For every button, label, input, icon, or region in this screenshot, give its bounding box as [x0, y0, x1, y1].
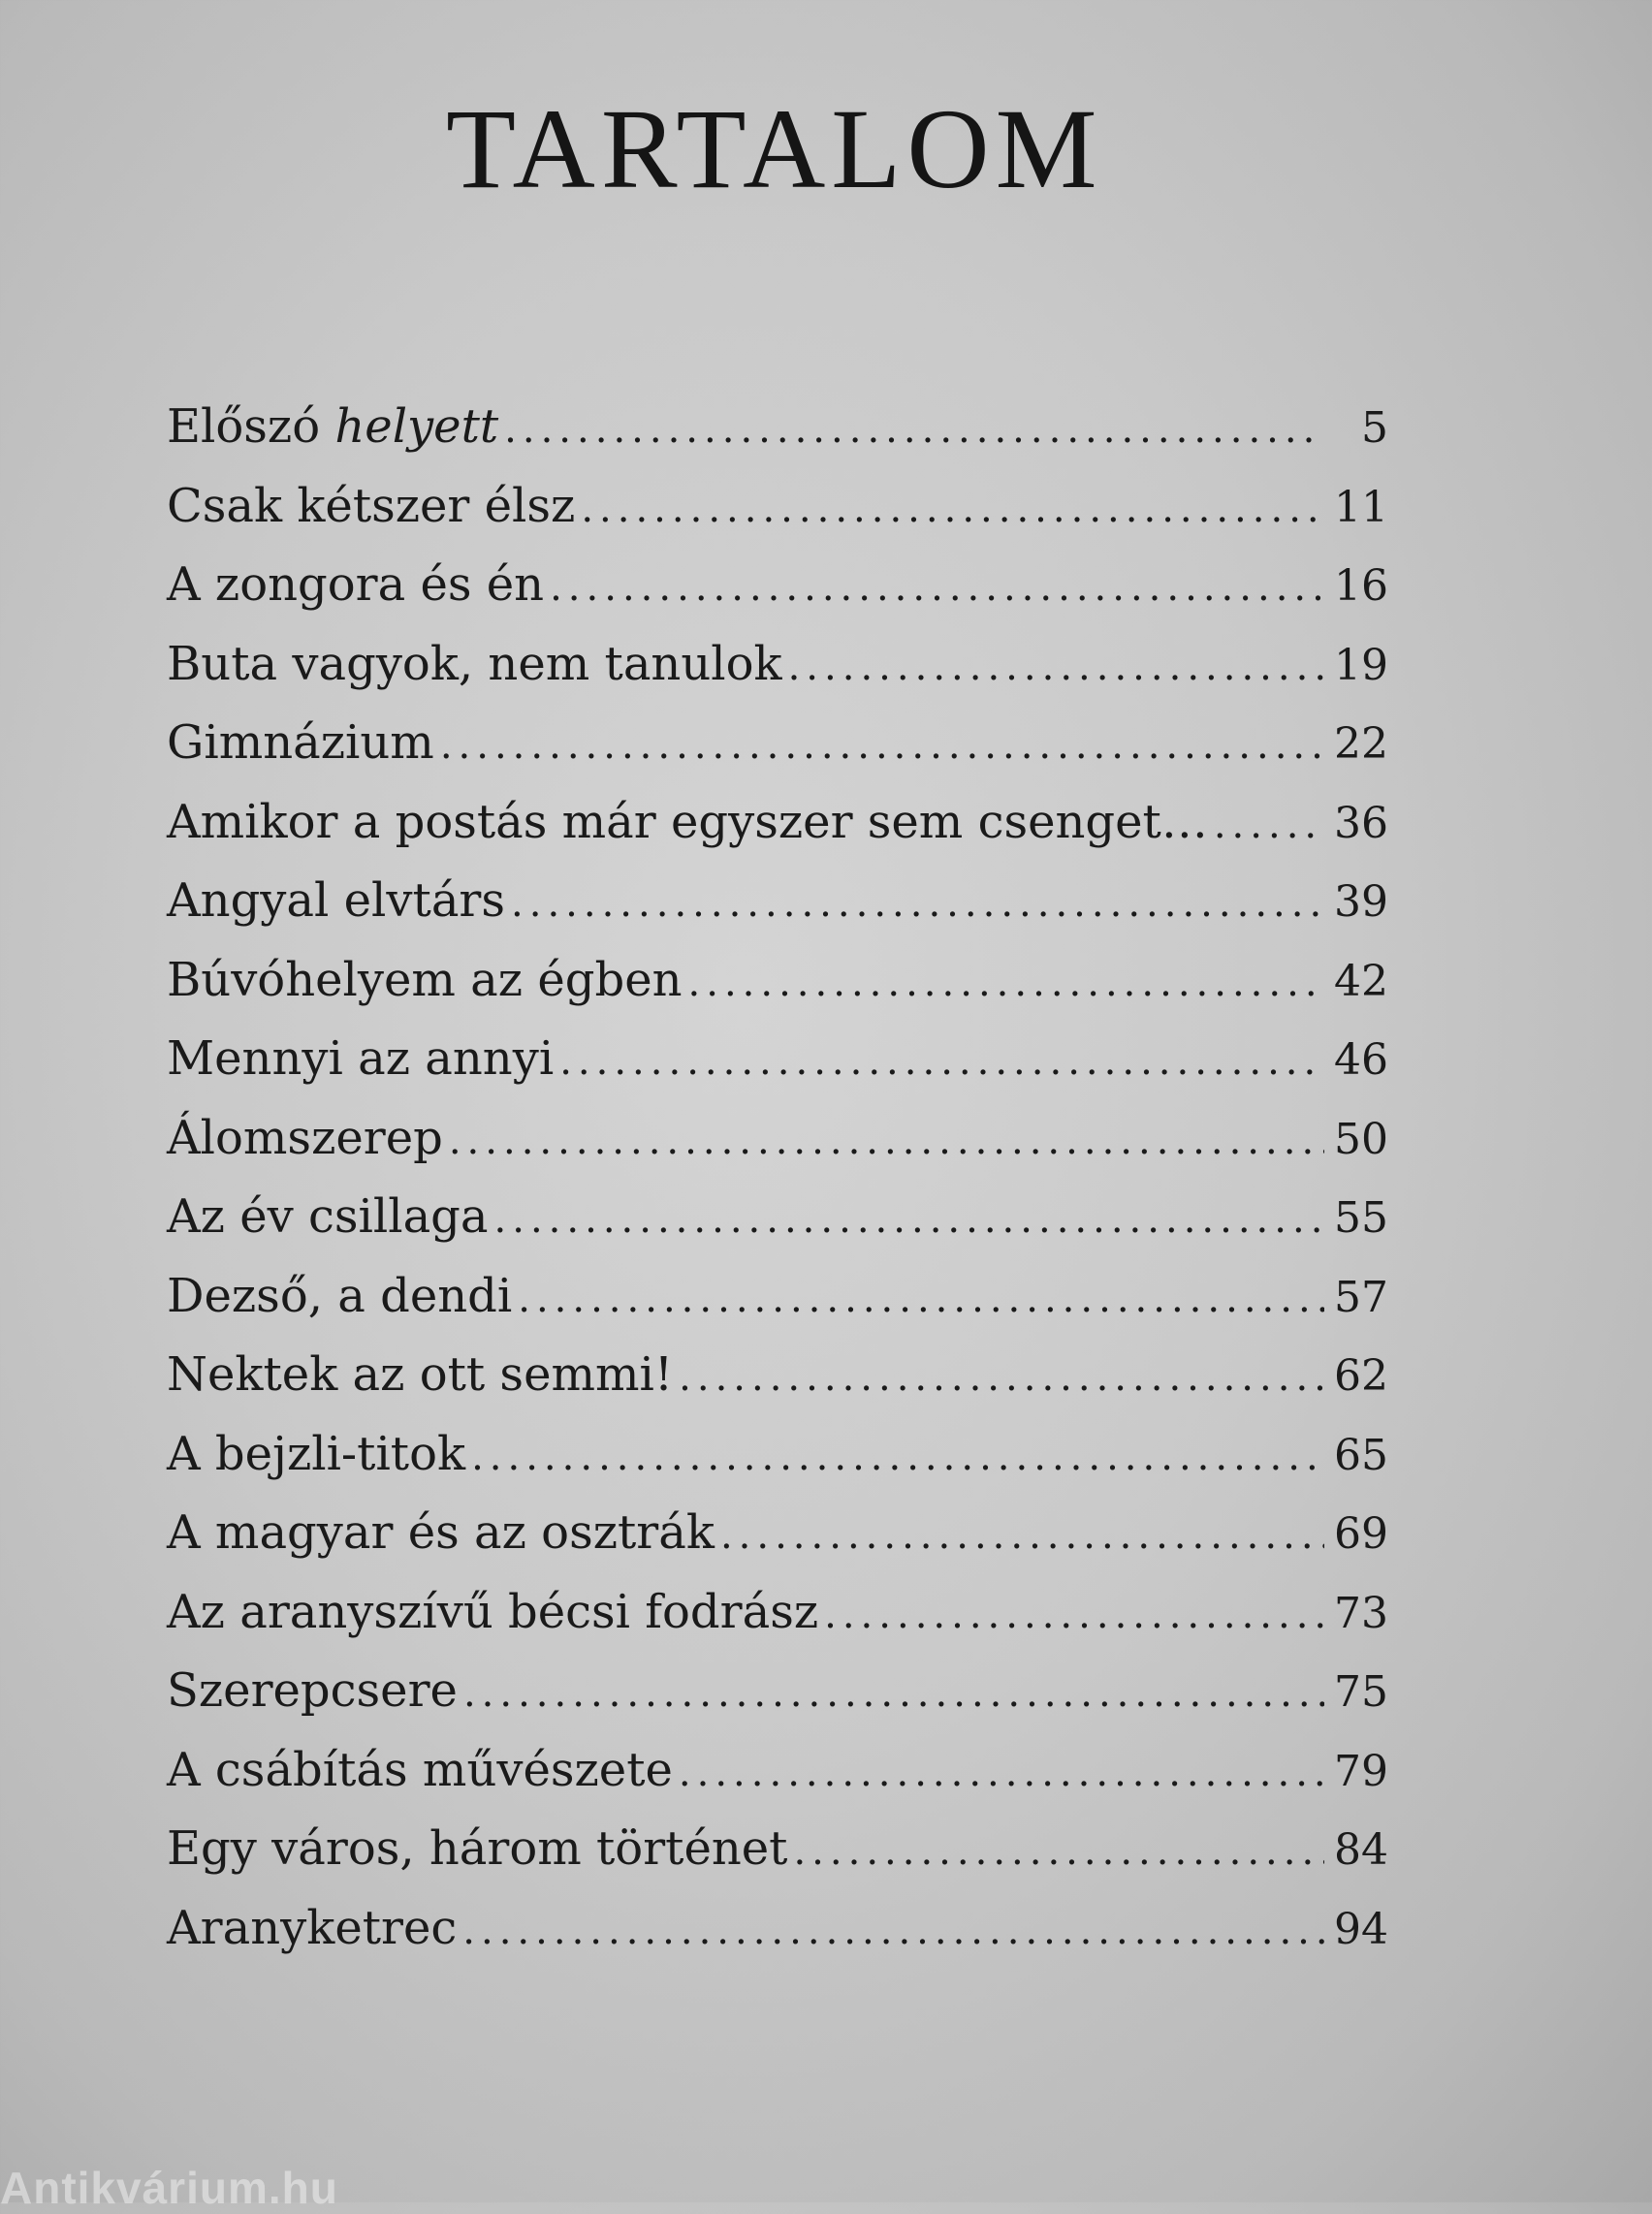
toc-page-number: 42 [1334, 956, 1388, 1006]
toc-entry-title [167, 1494, 715, 1573]
toc-page-number: 50 [1334, 1114, 1388, 1164]
toc-dot-leader [581, 470, 1324, 550]
toc-entry [167, 1020, 1388, 1099]
toc-page-number: 36 [1334, 798, 1388, 848]
toc-entry-title-text: Aranyketrec [167, 1900, 458, 1955]
toc-entry [167, 1573, 1388, 1653]
toc-entry [167, 1494, 1388, 1573]
toc-entry [167, 941, 1388, 1021]
table-of-contents [167, 388, 1388, 1968]
toc-page-number: 79 [1334, 1746, 1388, 1796]
toc-entry-title-italic: helyett [334, 399, 499, 454]
toc-entry-title [167, 783, 1208, 863]
toc-entry-title-text: Búvóhelyem az égben [167, 952, 683, 1007]
toc-page-number: 75 [1334, 1667, 1388, 1717]
toc-entry [167, 1099, 1388, 1179]
toc-entry-title [167, 546, 544, 625]
toc-entry-title-text: Álomszerep [167, 1110, 443, 1165]
toc-entry-title [167, 1573, 818, 1653]
toc-entry-title [167, 941, 683, 1021]
toc-entry [167, 1257, 1388, 1337]
toc-entry-title-text: A magyar és az osztrák [167, 1505, 715, 1560]
toc-dot-leader [824, 1576, 1324, 1656]
toc-entry-title-text: Az év csillaga [167, 1189, 489, 1244]
toc-page-number: 46 [1334, 1035, 1388, 1085]
toc-dot-leader [463, 1655, 1324, 1734]
toc-entry-title-text: Gimnázium [167, 715, 434, 770]
toc-entry-title [167, 704, 434, 783]
toc-entry-title-text: Előszó [167, 399, 321, 454]
watermark: Antikvárium.hu [0, 2163, 338, 2213]
toc-dot-leader [1214, 786, 1324, 866]
toc-dot-leader [494, 1181, 1324, 1260]
toc-page-number: 62 [1334, 1351, 1388, 1401]
toc-dot-leader [449, 1102, 1324, 1182]
toc-entry [167, 704, 1388, 783]
toc-entry-title-text: Buta vagyok, nem tanulok [167, 636, 782, 691]
toc-entry-title [167, 1178, 489, 1257]
toc-entry [167, 783, 1388, 863]
toc-entry-title [167, 1020, 554, 1099]
toc-entry-title [167, 1810, 787, 1889]
toc-entry-title [167, 862, 505, 941]
toc-page-number: 5 [1361, 403, 1388, 453]
toc-dot-leader [504, 391, 1324, 470]
toc-entry-title-text: Amikor a postás már egyszer sem csenget… [167, 794, 1208, 849]
toc-entry-title-text: A bejzli-titok [167, 1426, 466, 1481]
toc-dot-leader [550, 549, 1324, 628]
toc-entry-title [167, 1731, 673, 1811]
toc-entry-title-text: Az aranyszívű bécsi fodrász [167, 1584, 819, 1639]
toc-entry [167, 1336, 1388, 1415]
toc-entry-title [167, 1652, 458, 1731]
toc-dot-leader [440, 707, 1324, 786]
toc-entry [167, 1731, 1388, 1811]
toc-entry [167, 1810, 1388, 1889]
toc-entry-title [167, 1889, 457, 1969]
toc-entry [167, 1652, 1388, 1731]
toc-entry [167, 388, 1388, 467]
toc-entry-title [167, 1415, 465, 1495]
toc-entry-title-text: Angyal elvtárs [167, 873, 506, 928]
toc-dot-leader [511, 865, 1324, 944]
toc-dot-leader [471, 1418, 1324, 1498]
toc-page-number: 22 [1334, 719, 1388, 769]
toc-page-number: 19 [1334, 640, 1388, 690]
toc-entry-title [167, 1257, 512, 1337]
toc-entry-title [167, 467, 575, 547]
toc-entry-title-text: Nektek az ott semmi! [167, 1347, 674, 1402]
toc-dot-leader [518, 1260, 1324, 1340]
toc-page-number: 57 [1334, 1272, 1388, 1322]
toc-entry-title-text: A csábítás művészete [167, 1742, 673, 1797]
toc-page-number: 39 [1334, 877, 1388, 927]
toc-entry-title [167, 388, 498, 467]
toc-entry [167, 546, 1388, 625]
toc-page-number: 65 [1334, 1430, 1388, 1480]
toc-entry [167, 1415, 1388, 1495]
toc-entry-title-text: A zongora és én [167, 557, 545, 612]
toc-page-number: 11 [1334, 482, 1388, 532]
toc-entry [167, 862, 1388, 941]
toc-page-number: 73 [1334, 1588, 1388, 1638]
toc-dot-leader [720, 1497, 1324, 1576]
toc-entry-title-text: Szerepcsere [167, 1663, 458, 1718]
toc-entry-title-text: Csak kétszer élsz [167, 478, 576, 533]
toc-entry-title-text: Dezső, a dendi [167, 1268, 513, 1323]
toc-entry [167, 625, 1388, 705]
toc-page-number: 94 [1334, 1904, 1388, 1954]
toc-entry-title-text: Egy város, három történet [167, 1821, 788, 1876]
toc-entry-title-text: Mennyi az annyi [167, 1031, 555, 1086]
toc-entry-title [167, 1099, 443, 1179]
toc-entry [167, 1178, 1388, 1257]
toc-page-number: 16 [1334, 561, 1388, 611]
toc-page-number: 55 [1334, 1193, 1388, 1243]
toc-dot-leader [679, 1734, 1324, 1814]
toc-entry [167, 467, 1388, 547]
page-title: TARTALOM [446, 85, 1103, 212]
toc-dot-leader [559, 1023, 1324, 1102]
toc-entry [167, 1889, 1388, 1969]
toc-entry-title [167, 625, 782, 705]
toc-dot-leader [679, 1339, 1324, 1418]
toc-page-number: 69 [1334, 1509, 1388, 1559]
toc-entry-title [167, 1336, 673, 1415]
toc-dot-leader [462, 1892, 1324, 1972]
toc-dot-leader [688, 944, 1324, 1024]
toc-page-number: 84 [1334, 1825, 1388, 1875]
toc-dot-leader [788, 628, 1324, 708]
toc-dot-leader [793, 1813, 1324, 1892]
